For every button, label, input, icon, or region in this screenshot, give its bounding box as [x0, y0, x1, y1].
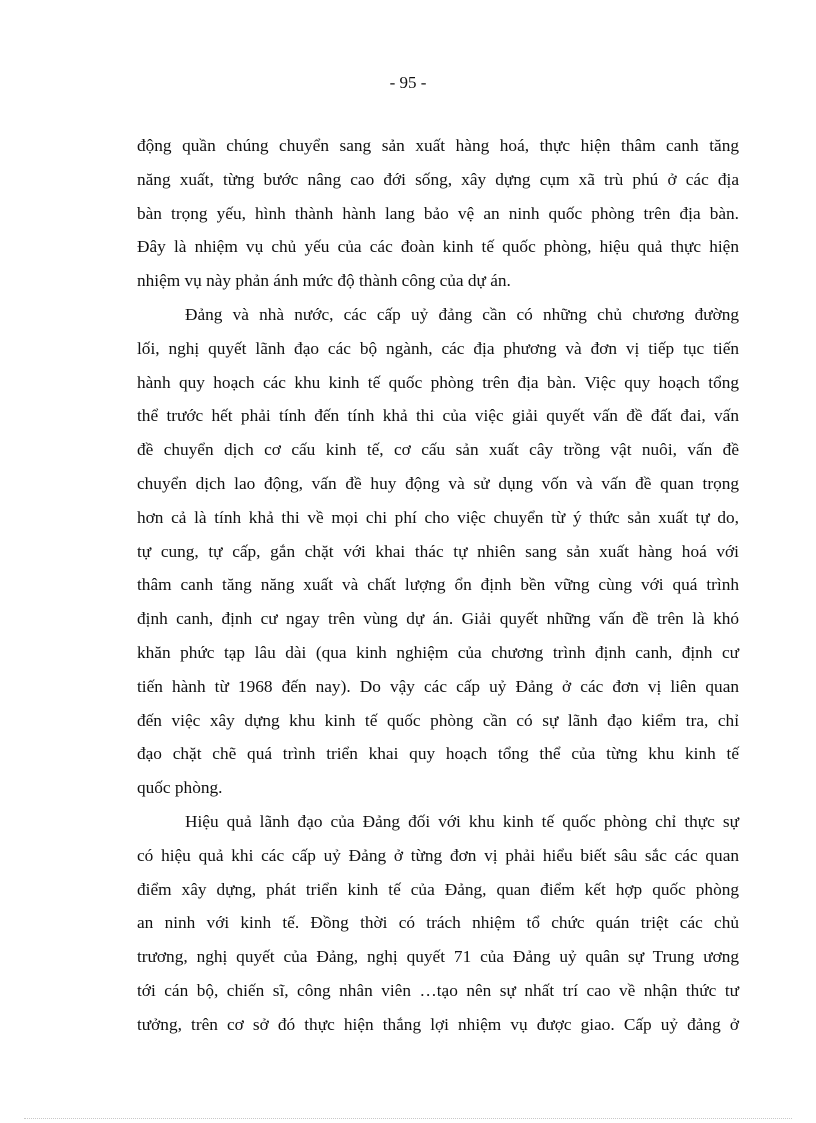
text-line: đạo chặt chẽ quá trình triển khai quy hoạch tổng thể của từng khu kinh tế: [137, 744, 739, 764]
text-line: tưởng, trên cơ sở đó thực hiện thắng lợi nhiệm vụ được giao. Cấp uỷ đảng ở: [137, 1014, 739, 1034]
page-number: - 95 -: [389, 73, 427, 92]
text-line: đề chuyển dịch cơ cấu kinh tế, cơ cấu sản xuất cây trồng vật nuôi, vấn đề: [137, 440, 739, 460]
paragraph-3: [137, 805, 739, 1042]
paragraph-1: [137, 129, 739, 298]
text-line: có hiệu quả khi các cấp uỷ Đảng ở từng đơn vị phải hiểu biết sâu sắc các quan: [137, 845, 739, 865]
text-line: tiến hành từ 1968 đến nay). Do vậy các cấp uỷ Đảng ở các đơn vị liên quan: [137, 676, 739, 696]
text-line: Đảng và nhà nước, các cấp uỷ đảng cần có những chủ chương đường: [185, 304, 739, 324]
text-line: quốc phòng.: [137, 778, 223, 798]
text-line: tự cung, tự cấp, gắn chặt với khai thác tự nhiên sang sản xuất hàng hoá với: [137, 541, 739, 561]
text-line: trương, nghị quyết của Đảng, nghị quyết 71 của Đảng uỷ quân sự Trung ương: [137, 947, 739, 967]
text-line: định canh, định cư ngay trên vùng dự án. Giải quyết những vấn đề trên là khó: [137, 609, 739, 629]
text-line: khăn phức tạp lâu dài (qua kinh nghiệm của chương trình định canh, định cư: [137, 642, 739, 662]
text-line: an ninh với kinh tế. Đồng thời có trách nhiệm tổ chức quán triệt các chủ: [137, 913, 739, 933]
text-line: năng xuất, từng bước nâng cao đới sống, xây dựng cụm xã trù phú ở các địa: [137, 169, 739, 189]
text-line: nhiệm vụ này phản ánh mức độ thành công của dự án.: [137, 271, 511, 291]
text-line: Hiệu quả lãnh đạo của Đảng đối với khu kinh tế quốc phòng chỉ thực sự: [185, 811, 739, 831]
text-line: hành quy hoạch các khu kinh tế quốc phòng trên địa bàn. Việc quy hoạch tổng: [137, 372, 739, 392]
text-line: chuyển dịch lao động, vấn đề huy động và sử dụng vốn và vấn đề quan trọng: [137, 473, 739, 493]
paragraph-2: [137, 298, 739, 805]
text-line: điểm xây dựng, phát triển kinh tế của Đảng, quan điểm kết hợp quốc phòng: [137, 879, 739, 899]
text-line: động quần chúng chuyển sang sản xuất hàng hoá, thực hiện thâm canh tăng: [137, 136, 739, 155]
text-line: bàn trọng yếu, hình thành hành lang bảo vệ an ninh quốc phòng trên địa bàn.: [137, 203, 739, 223]
text-line: thâm canh tăng năng xuất và chất lượng ổn định bền vững cùng với quá trình: [137, 575, 739, 595]
text-line: hơn cả là tính khả thi về mọi chi phí cho việc chuyển từ ý thức sản xuất tự do,: [137, 507, 739, 527]
text-line: thể trước hết phải tính đến tính khả thi của việc giải quyết vấn đề đất đai, vấn: [137, 406, 739, 426]
document-body: [137, 129, 739, 1042]
text-line: đến việc xây dựng khu kinh tế quốc phòng cần có sự lãnh đạo kiểm tra, chỉ: [137, 710, 739, 730]
text-line: tới cán bộ, chiến sĩ, công nhân viên …tạo nên sự nhất trí cao về nhận thức tư: [137, 980, 739, 1000]
page-bottom-divider: [24, 1118, 792, 1119]
text-line: Đây là nhiệm vụ chủ yếu của các đoàn kinh tế quốc phòng, hiệu quả thực hiện: [137, 237, 739, 257]
text-line: lối, nghị quyết lãnh đạo các bộ ngành, các địa phương và đơn vị tiếp tục tiến: [137, 338, 739, 358]
